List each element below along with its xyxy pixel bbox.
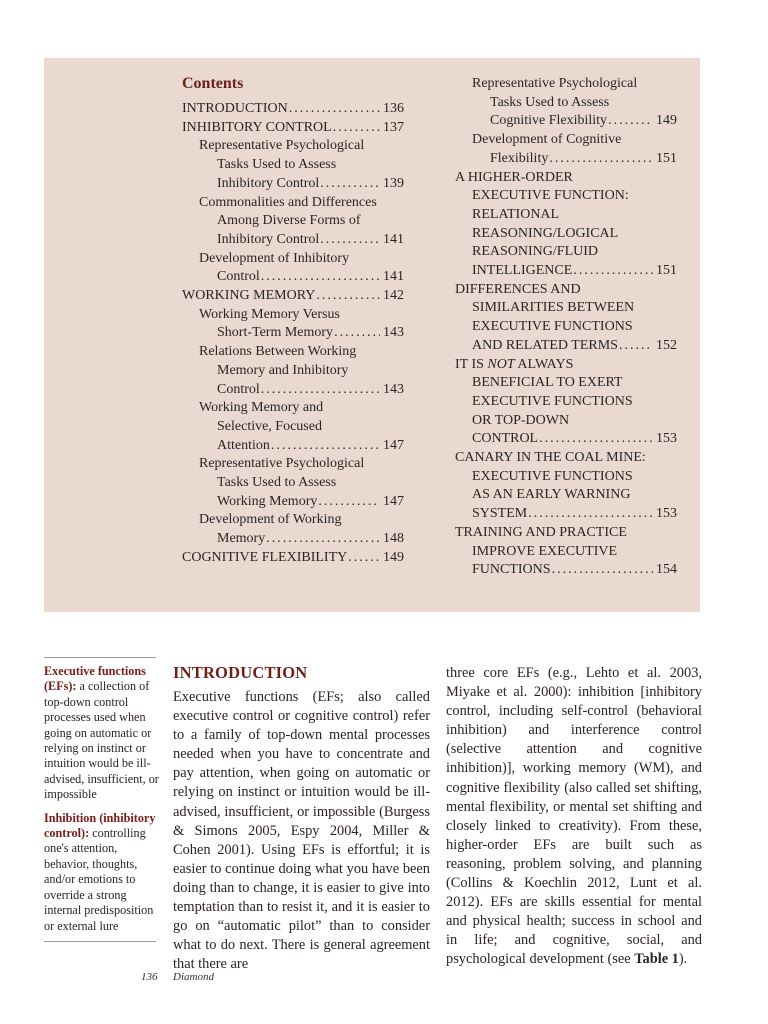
toc-entry[interactable] — [455, 524, 677, 580]
toc-page-number: 141 — [383, 231, 404, 247]
toc-entry-text: Working Memory — [217, 493, 318, 509]
toc-leader-dots — [333, 119, 380, 138]
toc-leader-dots — [266, 530, 380, 549]
toc-entry-text: A HIGHER-ORDER — [455, 169, 573, 185]
toc-page-number: 143 — [383, 381, 404, 397]
toc-entry-text: Relations Between Working — [199, 344, 357, 360]
definition-text: a collection of top-down control processes used when going on automatic or relying on instinct or intuition would be ill-advised, insufficient, or impossible — [44, 679, 159, 802]
margin-rule-top — [44, 657, 156, 658]
toc-leader-dots — [318, 493, 380, 512]
toc-entry-text: CONTROL — [472, 431, 539, 447]
toc-leader-dots — [528, 505, 653, 524]
toc-leader-dots — [261, 268, 380, 287]
toc-entry-text: TRAINING AND PRACTICE — [455, 524, 627, 540]
toc-entry[interactable] — [182, 100, 404, 119]
toc-page-number: 141 — [383, 269, 404, 285]
page-number: 136 — [141, 971, 158, 983]
toc-entry[interactable] — [455, 281, 677, 356]
toc-entry-text: EXECUTIVE FUNCTION: — [472, 188, 629, 204]
definition-text: controlling one's attention, behavior, thoughts, and/or emotions to override a strong internal predisposition or external lure — [44, 826, 154, 933]
toc-page-number: 136 — [383, 101, 404, 116]
toc-leader-dots — [261, 381, 380, 400]
toc-page-number: 154 — [656, 562, 677, 578]
toc-page-number: 151 — [656, 263, 677, 279]
toc-page-number: 137 — [383, 119, 404, 135]
toc-entry[interactable] — [182, 250, 404, 287]
toc-entry[interactable] — [455, 356, 677, 450]
definition-term: Inhibition (inhibitory control): — [44, 810, 156, 841]
toc-leader-dots — [549, 150, 653, 169]
toc-entry-text: INTELLIGENCE — [472, 263, 573, 279]
toc-page-number: 153 — [656, 506, 677, 522]
toc-entry[interactable] — [182, 511, 404, 548]
toc-entry-text: COGNITIVE FLEXIBILITY — [182, 549, 348, 565]
toc-entry-text: AS AN EARLY WARNING — [472, 487, 631, 503]
toc-entry[interactable] — [182, 399, 404, 455]
toc-entry[interactable] — [182, 119, 404, 138]
toc-entry-text: Selective, Focused — [217, 418, 322, 434]
toc-entry-text: Commonalities and Differences — [199, 194, 377, 210]
toc-page-number: 139 — [383, 175, 404, 191]
toc-heading: Contents — [182, 75, 244, 92]
toc-page-number: 153 — [656, 431, 677, 447]
toc-entry-text: RELATIONAL — [472, 206, 560, 222]
toc-entry-text: Control — [217, 381, 260, 397]
toc-entry-text: Inhibitory Control — [217, 175, 320, 191]
toc-page-number: 147 — [383, 437, 404, 453]
body-text: three core EFs (e.g., Lehto et al. 2003, Miyake et al. 2000): inhibition [inhibitory control, including self-control (behavioral inhibition) and interference control (selective attention and cognitive inhibition)], working memory (WM), and cognitive flexibility (also called set shifting, mental flexibility, or mental set shifting and closely linked to creativity). From these, higher-order EFs are built such as reasoning, problem solving, and planning (Collins & Koechlin 2012, Lunt et al. 2012). EFs are skills essential for mental and physical health; success in school and in life; and cognitive, social, and psychological development (see — [446, 665, 702, 968]
toc-leader-dots — [608, 112, 653, 131]
toc-entry-text: EXECUTIVE FUNCTIONS — [472, 468, 633, 484]
toc-page-number: 148 — [383, 531, 404, 547]
toc-entry-text: SYSTEM — [472, 506, 528, 522]
toc-page-number: 152 — [656, 337, 677, 353]
toc-entry-text: Representative Psychological — [472, 76, 638, 91]
toc-page-number: 142 — [383, 288, 404, 304]
toc-leader-dots — [289, 100, 380, 119]
toc-entry[interactable] — [182, 194, 404, 250]
toc-leader-dots — [539, 430, 653, 449]
toc-entry[interactable] — [182, 306, 404, 343]
toc-entry-text: Short-Term Memory — [217, 325, 334, 341]
toc-entry[interactable] — [455, 75, 677, 131]
definition-term: Executive functions (EFs): — [44, 664, 146, 694]
toc-page-number: 151 — [656, 150, 677, 166]
toc-entry-text: BENEFICIAL TO EXERT — [472, 375, 623, 391]
toc-entry-text: Development of Working — [199, 512, 342, 528]
toc-leader-dots — [316, 287, 380, 306]
body-column-2 — [446, 664, 702, 970]
toc-entry[interactable] — [182, 137, 404, 193]
toc-entry-text: WORKING MEMORY — [182, 288, 316, 304]
toc-entry-text: Attention — [217, 437, 270, 453]
body-text: ). — [678, 951, 688, 968]
toc-entry-text: Memory and Inhibitory — [217, 362, 349, 378]
toc-entry[interactable] — [182, 343, 404, 399]
toc-entry-text: Development of Cognitive — [472, 132, 622, 148]
toc-entry[interactable] — [182, 455, 404, 511]
toc-entry-text: Representative Psychological — [199, 138, 365, 154]
toc-entry-text: Tasks Used to Assess — [490, 94, 610, 110]
running-author: Diamond — [173, 971, 214, 983]
toc-entry-text: Flexibility — [490, 150, 549, 166]
toc-entry-text: EXECUTIVE FUNCTIONS — [472, 393, 633, 409]
toc-leader-dots — [573, 262, 653, 281]
toc-page-number: 149 — [656, 113, 677, 129]
toc-entry-text: Control — [217, 269, 260, 285]
margin-rule-bottom — [44, 941, 156, 942]
toc-entry-text: INTRODUCTION — [182, 101, 288, 116]
toc-entry-text: Working Memory and — [199, 400, 324, 416]
toc-page-number: 143 — [383, 325, 404, 341]
table-reference: Table 1 — [634, 951, 679, 968]
toc-entry[interactable] — [182, 287, 404, 306]
toc-page-number: 149 — [383, 549, 404, 565]
toc-entry[interactable] — [182, 549, 404, 568]
toc-leader-dots — [552, 561, 653, 580]
toc-entry-text: OR TOP-DOWN — [472, 412, 570, 428]
toc-entry-text: Memory — [217, 531, 266, 547]
toc-entry-text: REASONING/LOGICAL — [472, 225, 619, 241]
toc-entry[interactable] — [455, 169, 677, 281]
toc-page-number: 147 — [383, 493, 404, 509]
toc-entry-text: Working Memory Versus — [199, 306, 340, 322]
toc-entry-text: Development of Inhibitory — [199, 250, 350, 266]
toc-leader-dots — [320, 175, 380, 194]
toc-entry-text: SIMILARITIES BETWEEN — [472, 300, 635, 316]
toc-leader-dots — [320, 231, 380, 250]
toc-entry-text: CANARY IN THE COAL MINE: — [455, 450, 646, 466]
toc-entry-text: Among Diverse Forms of — [217, 213, 361, 229]
definition-executive-functions — [44, 664, 160, 803]
toc-entry-text: DIFFERENCES AND — [455, 281, 581, 297]
toc-leader-dots — [619, 337, 653, 356]
toc-leader-dots — [348, 549, 380, 568]
section-title: INTRODUCTION — [173, 663, 308, 682]
toc-column-right — [455, 75, 677, 580]
margin-definitions — [44, 664, 160, 942]
toc-entry-text: Tasks Used to Assess — [217, 157, 337, 173]
toc-leader-dots — [334, 324, 380, 343]
definition-inhibition — [44, 811, 160, 934]
toc-entry[interactable] — [455, 131, 677, 168]
toc-column-left — [182, 100, 404, 568]
toc-entry-text: INHIBITORY CONTROL — [182, 119, 332, 135]
toc-entry-text: FUNCTIONS — [472, 562, 551, 578]
toc-entry-text: Inhibitory Control — [217, 231, 320, 247]
toc-entry-text: IT IS NOT ALWAYS — [455, 356, 574, 372]
toc-entry[interactable] — [455, 449, 677, 524]
toc-entry-text: IMPROVE EXECUTIVE — [472, 543, 618, 559]
toc-leader-dots — [271, 437, 380, 456]
toc-entry-text: REASONING/FLUID — [472, 244, 598, 260]
toc-entry-text: Tasks Used to Assess — [217, 475, 337, 491]
toc-entry-text: Cognitive Flexibility — [490, 113, 608, 129]
toc-entry-text: AND RELATED TERMS — [472, 337, 618, 353]
toc-entry-text: Representative Psychological — [199, 456, 365, 472]
toc-entry-text: EXECUTIVE FUNCTIONS — [472, 319, 633, 335]
body-column-1: Executive functions (EFs; also called executive control or cognitive control) refer to a family of top-down mental processes needed when you have to concentrate and pay attention, when going on automatic or relying on instinct or intuition would be ill-advised, insufficient, or impossible (Burgess & Simons 2005, Espy 2004, Miller & Cohen 2001). Using EFs is effortful; it is easier to continue doing what you have been doing than to change, it is easier to give into temptation than to resist it, and it is easier to go on “automatic pilot” than to consider what to do next. There is general agreement that there are — [173, 689, 430, 973]
